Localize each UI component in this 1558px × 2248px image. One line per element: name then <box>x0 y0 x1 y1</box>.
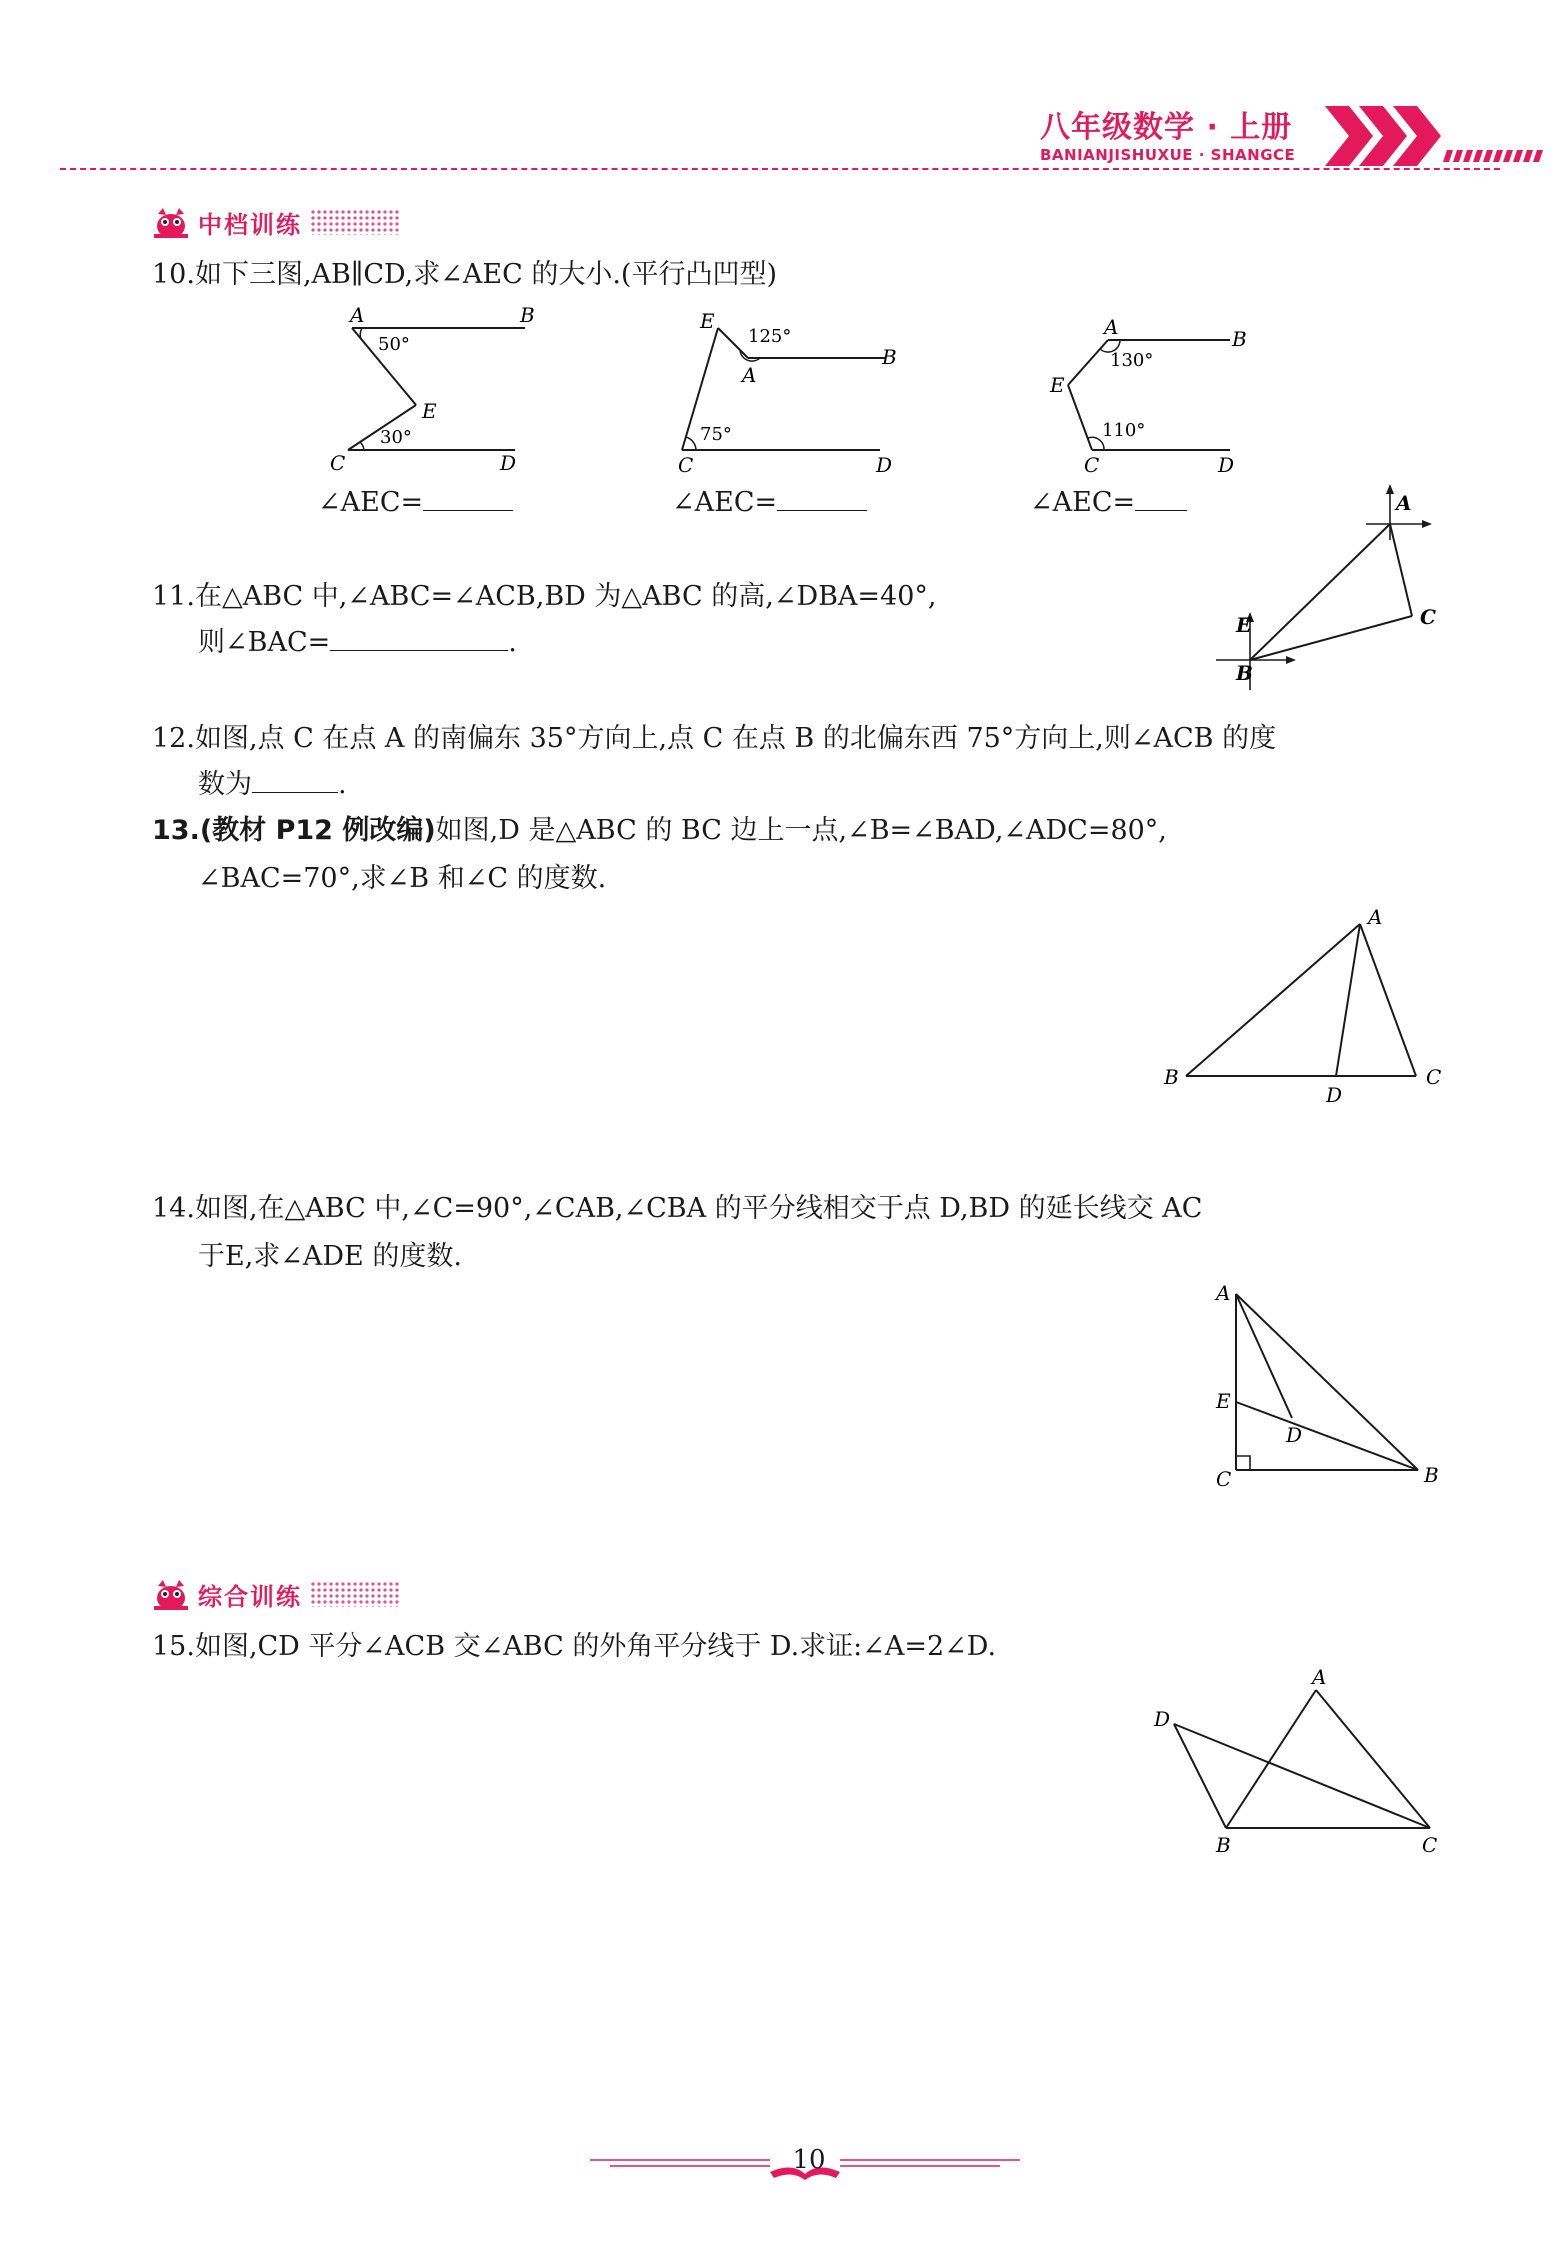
q10-figure-2 <box>670 300 910 480</box>
q14-label-d: D <box>1286 1423 1303 1447</box>
section-dots <box>310 209 400 235</box>
question-11-line-2: 则∠BAC= . <box>198 620 517 666</box>
q15-label-d: D <box>1154 1707 1171 1731</box>
q12-blank[interactable] <box>252 766 338 793</box>
q10-blank-3[interactable] <box>1135 484 1187 511</box>
q14-label-e: E <box>1216 1389 1231 1413</box>
header-chevrons-icon <box>1325 100 1550 172</box>
fig3-label-e: E <box>1050 373 1065 397</box>
fig3-label-c: C <box>1084 453 1100 477</box>
fig2-label-e: E <box>700 309 715 333</box>
q14-label-c: C <box>1216 1467 1232 1491</box>
q13-label-a: A <box>1368 905 1383 929</box>
fig1-angle-a: 50° <box>378 334 410 355</box>
q10-blank-1[interactable] <box>423 484 513 511</box>
q13-label-c: C <box>1426 1065 1442 1089</box>
fig1-label-d: D <box>500 451 517 475</box>
fig3-angle-a: 130° <box>1110 350 1154 371</box>
q10-blank-2[interactable] <box>777 484 867 511</box>
q15-label-a: A <box>1312 1665 1327 1689</box>
q10-figure-3 <box>1040 300 1280 480</box>
q13-figure <box>1150 900 1450 1110</box>
fig2-label-c: C <box>678 453 694 477</box>
q11-blank[interactable] <box>330 624 508 651</box>
section-label: 中档训练 <box>198 210 302 239</box>
fig1-label-c: C <box>330 451 346 475</box>
q11-label-c: C <box>1420 605 1436 629</box>
q14-label-b: B <box>1424 1463 1439 1487</box>
q10-figure-1 <box>320 300 540 480</box>
question-13-line-1: 13.(教材 P12 例改编)如图,D 是△ABC 的 BC 边上一点,∠B=∠BAD,∠ADC=80°, <box>152 815 1167 846</box>
section-badge-mid <box>150 204 400 240</box>
q11-label-a: A <box>1396 491 1412 515</box>
q14-figure <box>1190 1270 1460 1500</box>
question-13-line-2: ∠BAC=70°,求∠B 和∠C 的度数. <box>198 863 607 894</box>
fig3-angle-c: 110° <box>1102 420 1146 441</box>
question-14-line-1: 14.如图,在△ABC 中,∠C=90°,∠CAB,∠CBA 的平分线相交于点 D,BD 的延长线交 AC <box>152 1193 1203 1224</box>
question-12-line-1: 12.如图,点 C 在点 A 的南偏东 35°方向上,点 C 在点 B 的北偏东西 75°方向上,则∠ACB 的度 <box>152 723 1277 754</box>
question-15-line-1: 15.如图,CD 平分∠ACB 交∠ABC 的外角平分线于 D.求证:∠A=2∠D. <box>152 1631 997 1662</box>
q10-answer-1: ∠AEC= <box>318 480 513 526</box>
q11-label-b: B <box>1236 661 1253 685</box>
fig2-label-d: D <box>876 453 893 477</box>
owl-mascot-icon <box>150 1576 192 1612</box>
header-title: 八年级数学 · 上册 <box>1040 110 1293 145</box>
question-10-text: 10.如下三图,AB∥CD,求∠AEC 的大小.(平行凸凹型) <box>152 259 777 290</box>
fig2-angle-c: 75° <box>700 424 732 445</box>
question-14-line-2: 于E,求∠ADE 的度数. <box>198 1241 462 1272</box>
fig1-label-e: E <box>422 399 437 423</box>
owl-mascot-icon <box>150 204 192 240</box>
section-badge-comprehensive <box>150 1576 400 1612</box>
q11-figure <box>1200 480 1450 700</box>
fig2-angle-a: 125° <box>748 326 792 347</box>
q10-answer-2: ∠AEC= <box>672 480 867 526</box>
fig2-label-b: B <box>882 345 897 369</box>
section-dots <box>310 1581 400 1607</box>
header-divider <box>60 168 1500 170</box>
fig3-label-b: B <box>1232 327 1247 351</box>
fig1-label-a: A <box>350 303 365 327</box>
question-12-line-2: 数为 . <box>198 762 347 808</box>
fig3-label-d: D <box>1218 453 1235 477</box>
q14-label-a: A <box>1216 1281 1231 1305</box>
fig1-angle-c: 30° <box>380 427 412 448</box>
q15-label-c: C <box>1422 1833 1438 1857</box>
q15-label-b: B <box>1216 1833 1231 1857</box>
q13-label-d: D <box>1326 1083 1343 1107</box>
fig2-label-a: A <box>742 363 757 387</box>
q15-figure <box>1140 1660 1460 1860</box>
question-11-line-1: 11.在△ABC 中,∠ABC=∠ACB,BD 为△ABC 的高,∠DBA=40°, <box>152 581 937 612</box>
fig1-label-b: B <box>520 303 535 327</box>
q13-label-b: B <box>1164 1065 1179 1089</box>
header-subtitle: BANIANJISHUXUE · SHANGCE <box>1040 146 1296 164</box>
section-label: 综合训练 <box>198 1582 302 1611</box>
page-number: 10 <box>792 2145 826 2175</box>
q10-answer-3: ∠AEC= <box>1030 480 1187 526</box>
q11-label-e: E <box>1236 613 1252 637</box>
fig3-label-a: A <box>1104 315 1119 339</box>
